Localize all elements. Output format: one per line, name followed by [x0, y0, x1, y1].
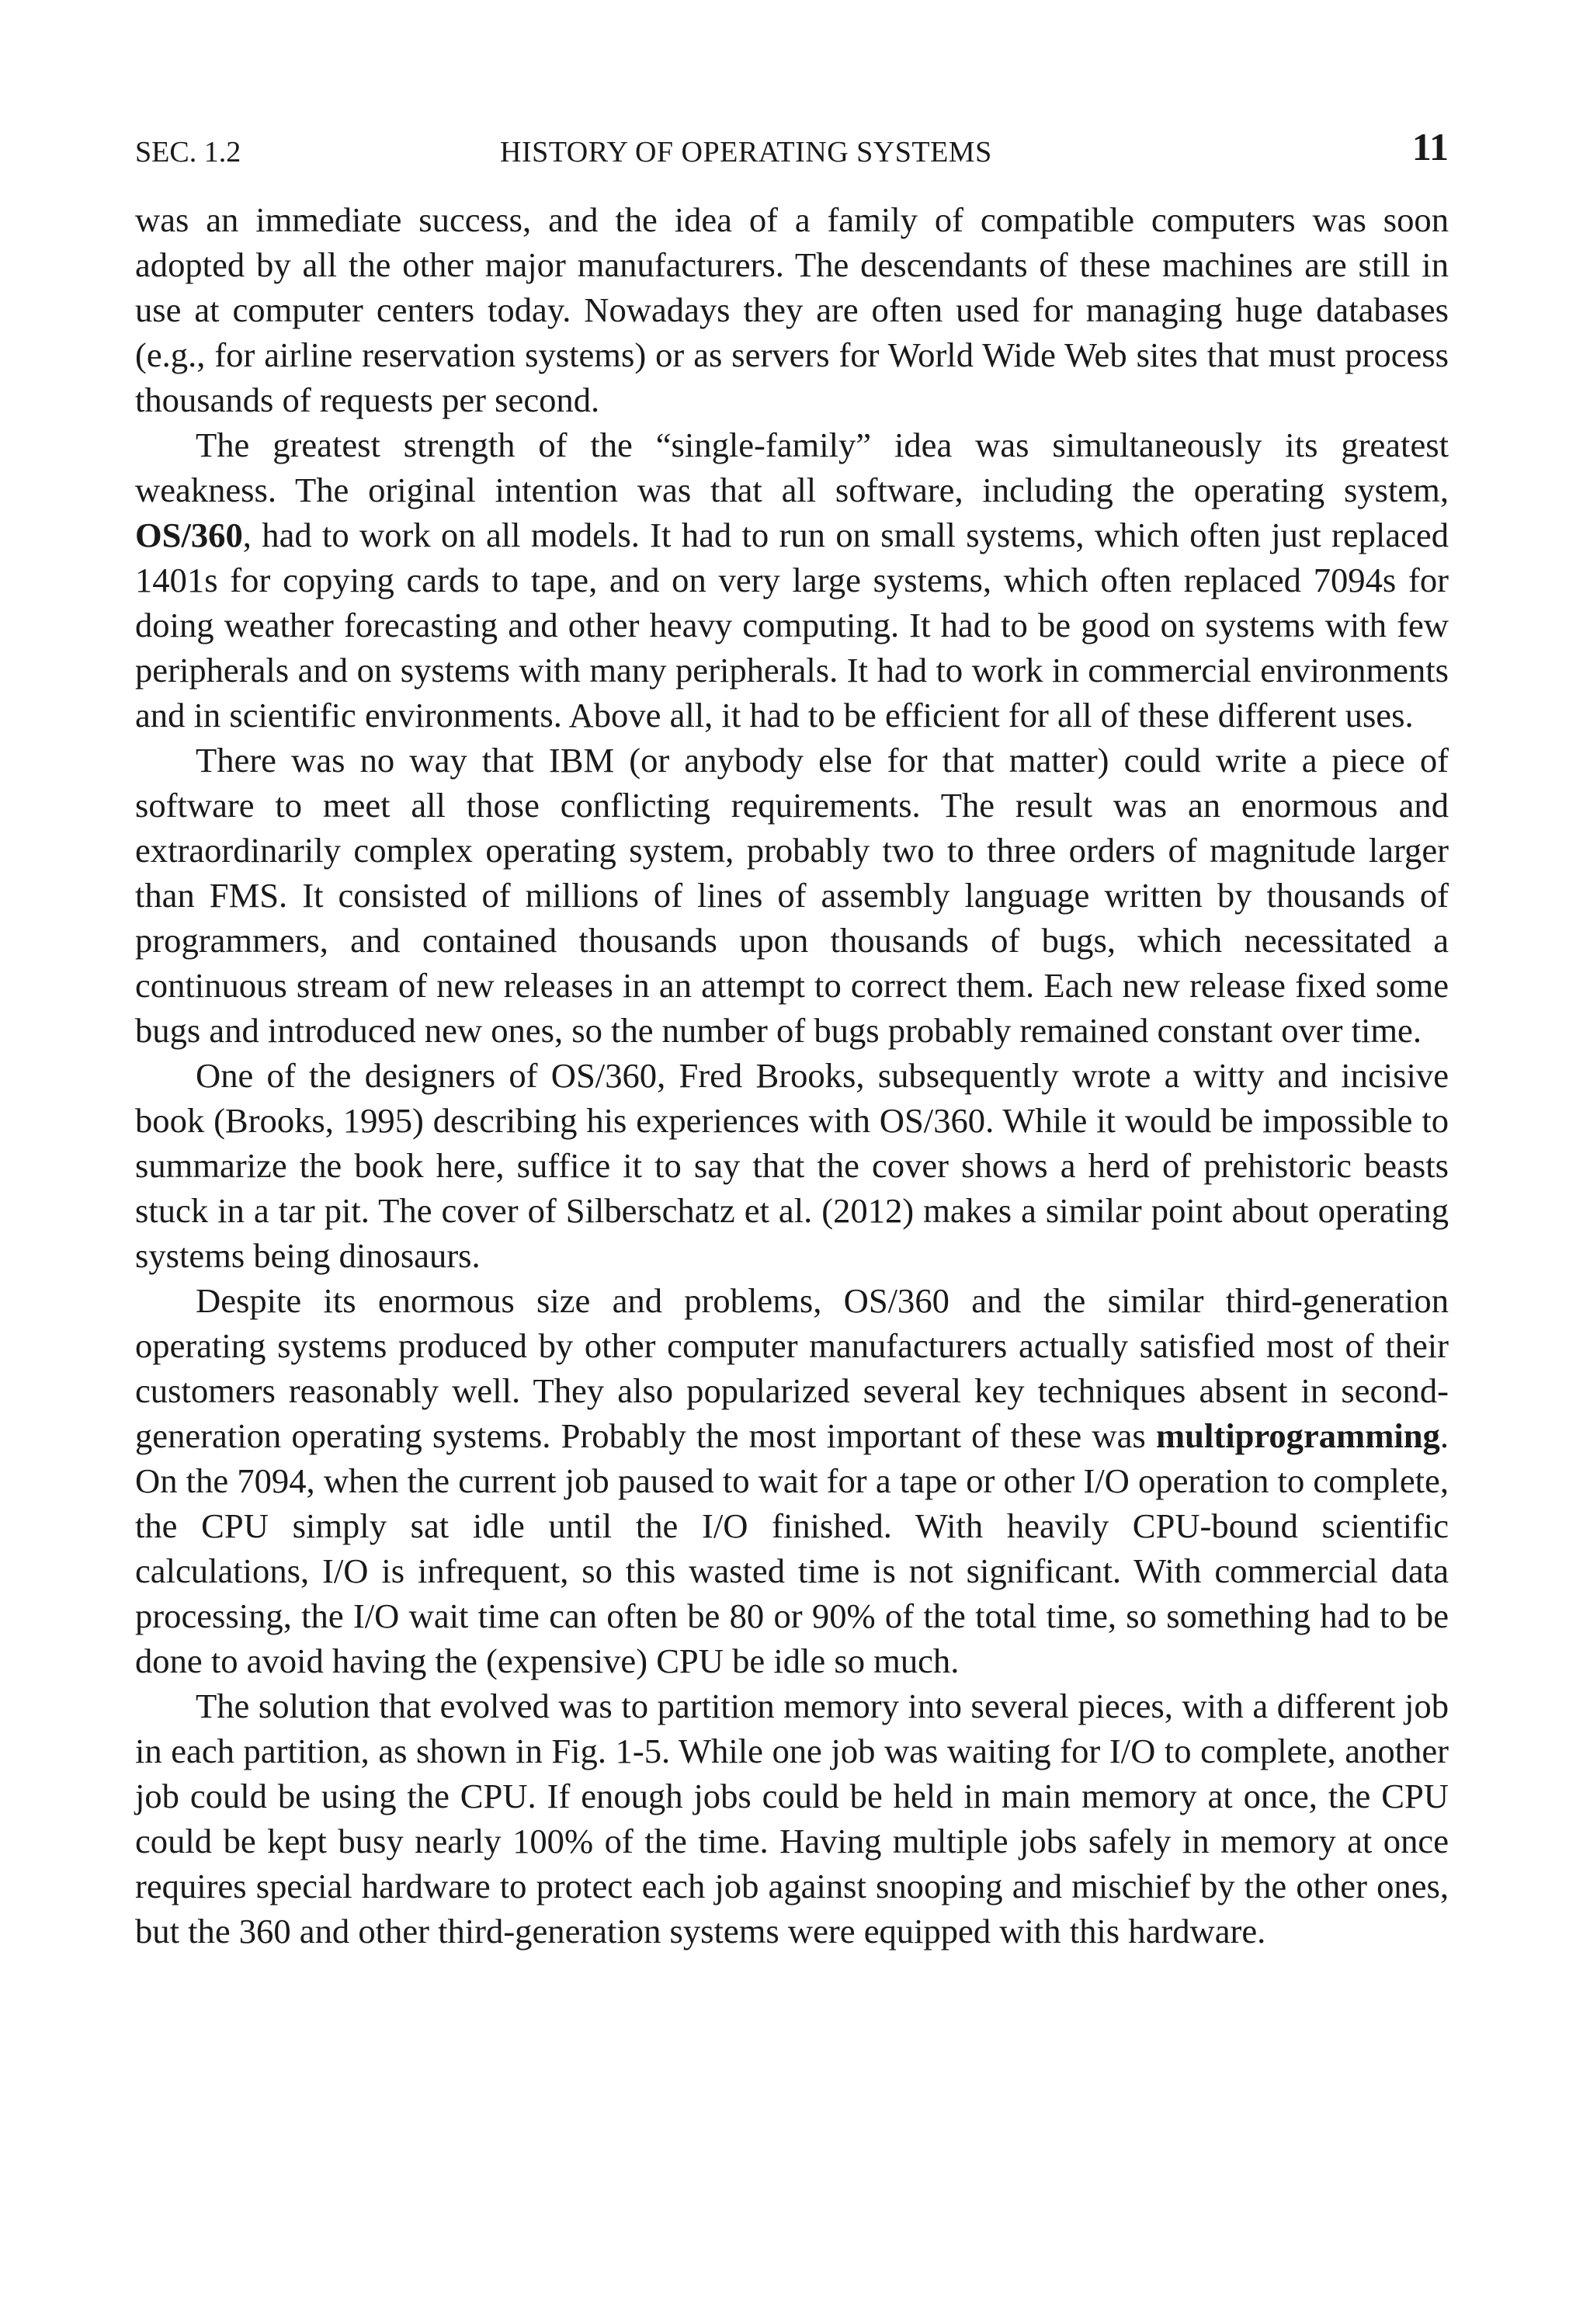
paragraph — [135, 1278, 1449, 1683]
paragraph — [135, 1053, 1449, 1278]
paragraph — [135, 1683, 1449, 1954]
text-run: There was no way that IBM (or anybody else for that matter) could write a piece of software to meet all those conflicting requirements. The result was an enormous and extraordinarily complex operating system, probably two to three orders of magnitude larger than FMS. It consisted of millions of lines of assembly language written by thousands of programmers, and contained thousands upon thousands of bugs, which necessitated a continuous stream of new releases in an attempt to correct them. Each new release fixed some bugs and introduced new ones, so the number of bugs probably remained constant over time. — [135, 741, 1449, 1050]
text-run: Despite its enormous size and problems, OS/360 and the similar third-generation operating systems produced by other computer manufacturers actually satisfied most of their customers reasonably well. They also popularized several key techniques absent in second-generation operating systems. Probably the most important of these was — [135, 1281, 1449, 1455]
text-run: . On the 7094, when the current job paused to wait for a tape or other I/O operation to complete, the CPU simply sat idle until the I/O finished. With heavily CPU-bound scientific calculations, I/O is infrequent, so this wasted time is not significant. With commercial data processing, the I/O wait time can often be 80 or 90% of the total time, so something had to be done to avoid having the (expensive) CPU be idle so much. — [135, 1416, 1449, 1680]
text-run: , had to work on all models. It had to run on small systems, which often just replaced 1401s for copying cards to tape, and on very large systems, which often replaced 7094s for doing weather forecasting and other heavy computing. It had to be good on systems with few peripherals and on systems with many peripherals. It had to work in commercial environments and in scientific environments. Above all, it had to be efficient for all of these different uses. — [135, 516, 1449, 735]
key-term: multiprogramming — [1156, 1416, 1440, 1455]
running-header — [135, 124, 1449, 180]
paragraph — [135, 197, 1449, 422]
paragraph — [135, 738, 1449, 1053]
page-number: 11 — [1411, 125, 1449, 168]
key-term: OS/360 — [135, 516, 243, 554]
text-run: The solution that evolved was to partition memory into several pieces, with a different job in each partition, as shown in Fig. 1-5. While one job was waiting for I/O to complete, another job could be using the CPU. If enough jobs could be held in main memory at once, the CPU could be kept busy nearly 100% of the time. Having multiple jobs safely in memory at once requires special hardware to protect each job against snooping and mischief by the other ones, but the 360 and other third-generation systems were equipped with this hardware. — [135, 1687, 1449, 1951]
body-text — [135, 197, 1449, 1954]
text-run: One of the designers of OS/360, Fred Brooks, subsequently wrote a witty and incisive book (Brooks, 1995) describing his experiences with OS/360. While it would be impossible to summarize the book here, suffice it to say that the cover shows a herd of prehistoric beasts stuck in a tar pit. The cover of Silberschatz et al. (2012) makes a similar point about operating systems being dinosaurs. — [135, 1056, 1449, 1275]
page — [135, 124, 1449, 1954]
chapter-title: HISTORY OF OPERATING SYSTEMS — [500, 136, 992, 168]
section-label: SEC. 1.2 — [135, 136, 241, 168]
paragraph — [135, 422, 1449, 738]
text-run: was an immediate success, and the idea of a family of compatible computers was soon adopted by all the other major manufacturers. The descendants of these machines are still in use at computer centers today. Nowadays they are often used for managing huge databases (e.g., for airline reservation systems) or as servers for World Wide Web sites that must process thousands of requests per second. — [135, 200, 1449, 419]
text-run: The greatest strength of the “single-family” idea was simultaneously its greatest weakness. The original intention was that all software, including the operating system, — [135, 426, 1449, 509]
